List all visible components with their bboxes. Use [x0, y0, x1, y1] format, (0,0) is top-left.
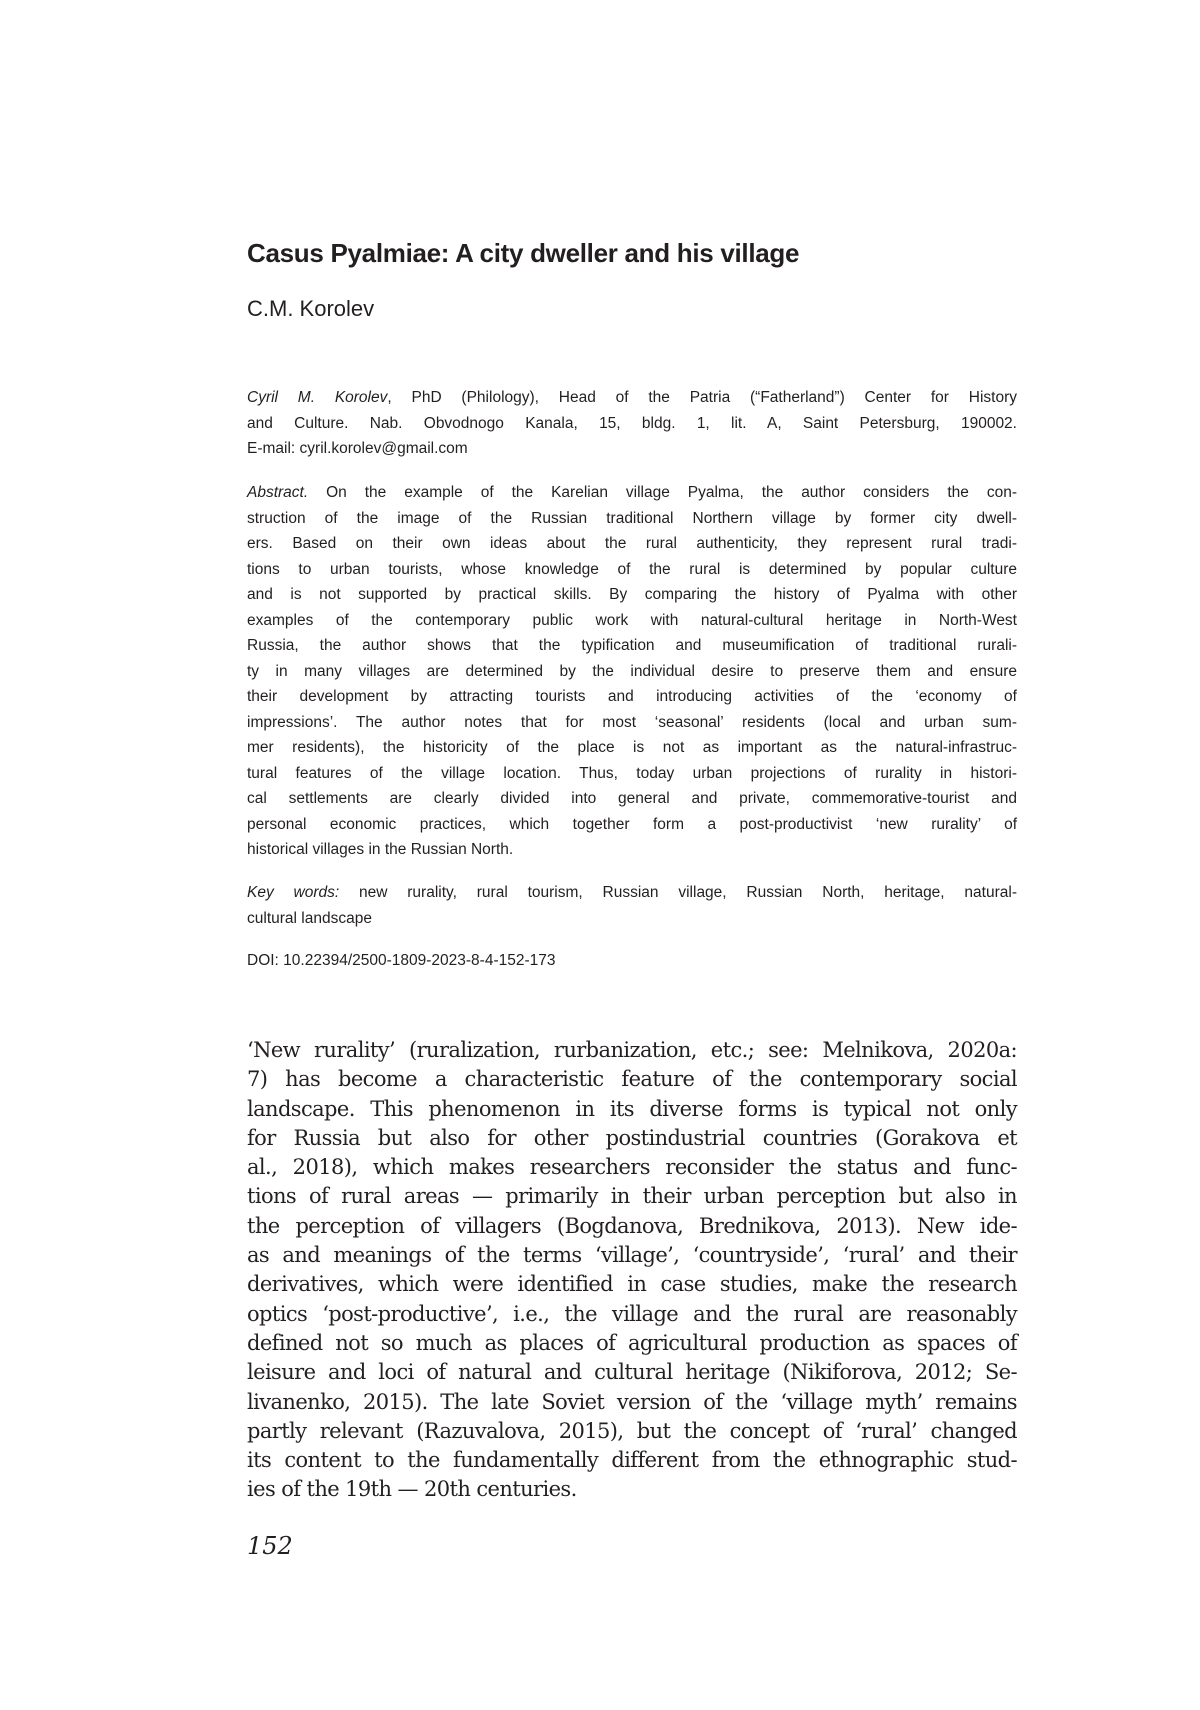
- text-line: tions of rural areas — primarily in their urban perception but also in: [247, 1184, 1017, 1209]
- text-line: derivatives, which were identified in case studies, make the research: [247, 1272, 1017, 1297]
- text-line: [247, 480, 1017, 506]
- text-line: their development by attracting tourists and introducing activities of the ‘economy of: [247, 688, 1017, 705]
- text-line: mer residents), the historicity of the place is not as important as the natural-infrastruc-: [247, 739, 1017, 756]
- text-line: livanenko, 2015). The late Soviet version of the ‘village myth’ remains: [247, 1389, 1017, 1414]
- abstract: [247, 480, 1017, 863]
- article-author: C.M. Korolev: [247, 296, 375, 321]
- text-line: ty in many villages are determined by the individual desire to preserve them and ensure: [247, 662, 1017, 680]
- text-line: struction of the image of the Russian traditional Northern village by former city dwell-: [247, 509, 1017, 527]
- text-line: cal settlements are clearly divided into general and private, commemorative-tourist and: [247, 790, 1017, 807]
- affiliation-email: E-mail: cyril.korolev@gmail.com: [247, 440, 468, 457]
- text-line: optics ‘post-productive’, i.e., the village and the rural are reasonably: [247, 1301, 1017, 1326]
- section-label: Abstract.: [247, 484, 309, 501]
- text-run: new rurality, rural tourism, Russian village, Russian North, heritage, natural-: [339, 884, 1017, 901]
- text-line: 7) has become a characteristic feature of the contemporary social: [247, 1067, 1017, 1092]
- text-line: and is not supported by practical skills. By comparing the history of Pyalma with other: [247, 586, 1017, 603]
- text-line: tural features of the village location. Thus, today urban projections of rurality in histori-: [247, 764, 1017, 782]
- affiliation-line: and Culture. Nab. Obvodnogo Kanala, 15, bldg. 1, lit. A, Saint Petersburg, 190002.: [247, 414, 1017, 432]
- doi: DOI: 10.22394/2500-1809-2023-8-4-152-173: [247, 952, 556, 969]
- text-line: al., 2018), which makes researchers reconsider the status and func-: [247, 1155, 1017, 1180]
- author-affiliation: [247, 385, 1017, 462]
- text-line: personal economic practices, which together form a post-productivist ‘new rurality’ of: [247, 815, 1017, 833]
- article-title: Casus Pyalmiae: A city dweller and his village: [247, 238, 800, 268]
- text-run: On the example of the Karelian village Pyalma, the author considers the con-: [308, 484, 1017, 501]
- text-line: ‘New rurality’ (ruralization, rurbanization, etc.; see: Melnikova, 2020a:: [247, 1038, 1017, 1062]
- text-line: examples of the contemporary public work with natural-cultural heritage in North-West: [247, 611, 1017, 629]
- text-line: Russia, the author shows that the typification and museumification of traditional rurali-: [247, 637, 1017, 654]
- text-line: leisure and loci of natural and cultural heritage (Nikiforova, 2012; Se-: [247, 1360, 1017, 1385]
- text-line: partly relevant (Razuvalova, 2015), but the concept of ‘rural’ changed: [247, 1418, 1017, 1443]
- page-number: 152: [247, 1532, 293, 1560]
- text-line: its content to the fundamentally different from the ethnographic stud-: [247, 1448, 1017, 1473]
- text-line: landscape. This phenomenon in its diverse forms is typical not only: [247, 1096, 1017, 1121]
- author-name: Cyril M. Korolev: [247, 389, 388, 406]
- text-line: for Russia but also for other postindustrial countries (Gorakova et: [247, 1125, 1017, 1150]
- text-line: the perception of villagers (Bogdanova, Brednikova, 2013). New ide-: [247, 1213, 1017, 1238]
- body-text: [247, 1036, 1017, 1505]
- keywords: [247, 880, 1017, 931]
- text-line: cultural landscape: [247, 909, 372, 927]
- text-line: ers. Based on their own ideas about the rural authenticity, they represent rural tradi-: [247, 535, 1017, 552]
- text-line: defined not so much as places of agricultural production as spaces of: [247, 1330, 1017, 1355]
- text-line: historical villages in the Russian North.: [247, 841, 514, 858]
- text-line: ies of the 19th — 20th centuries.: [247, 1477, 577, 1502]
- text-line: as and meanings of the terms ‘village’, ‘countryside’, ‘rural’ and their: [247, 1243, 1017, 1268]
- section-label: Key words:: [247, 884, 340, 901]
- text-line: impressions’. The author notes that for most ‘seasonal’ residents (local and urban sum-: [247, 713, 1017, 731]
- text-line: [247, 880, 1017, 906]
- affiliation-line: , PhD (Philology), Head of the Patria (“Fatherland”) Center for History: [387, 389, 1017, 406]
- text-line: tions to urban tourists, whose knowledge of the rural is determined by popular culture: [247, 560, 1017, 578]
